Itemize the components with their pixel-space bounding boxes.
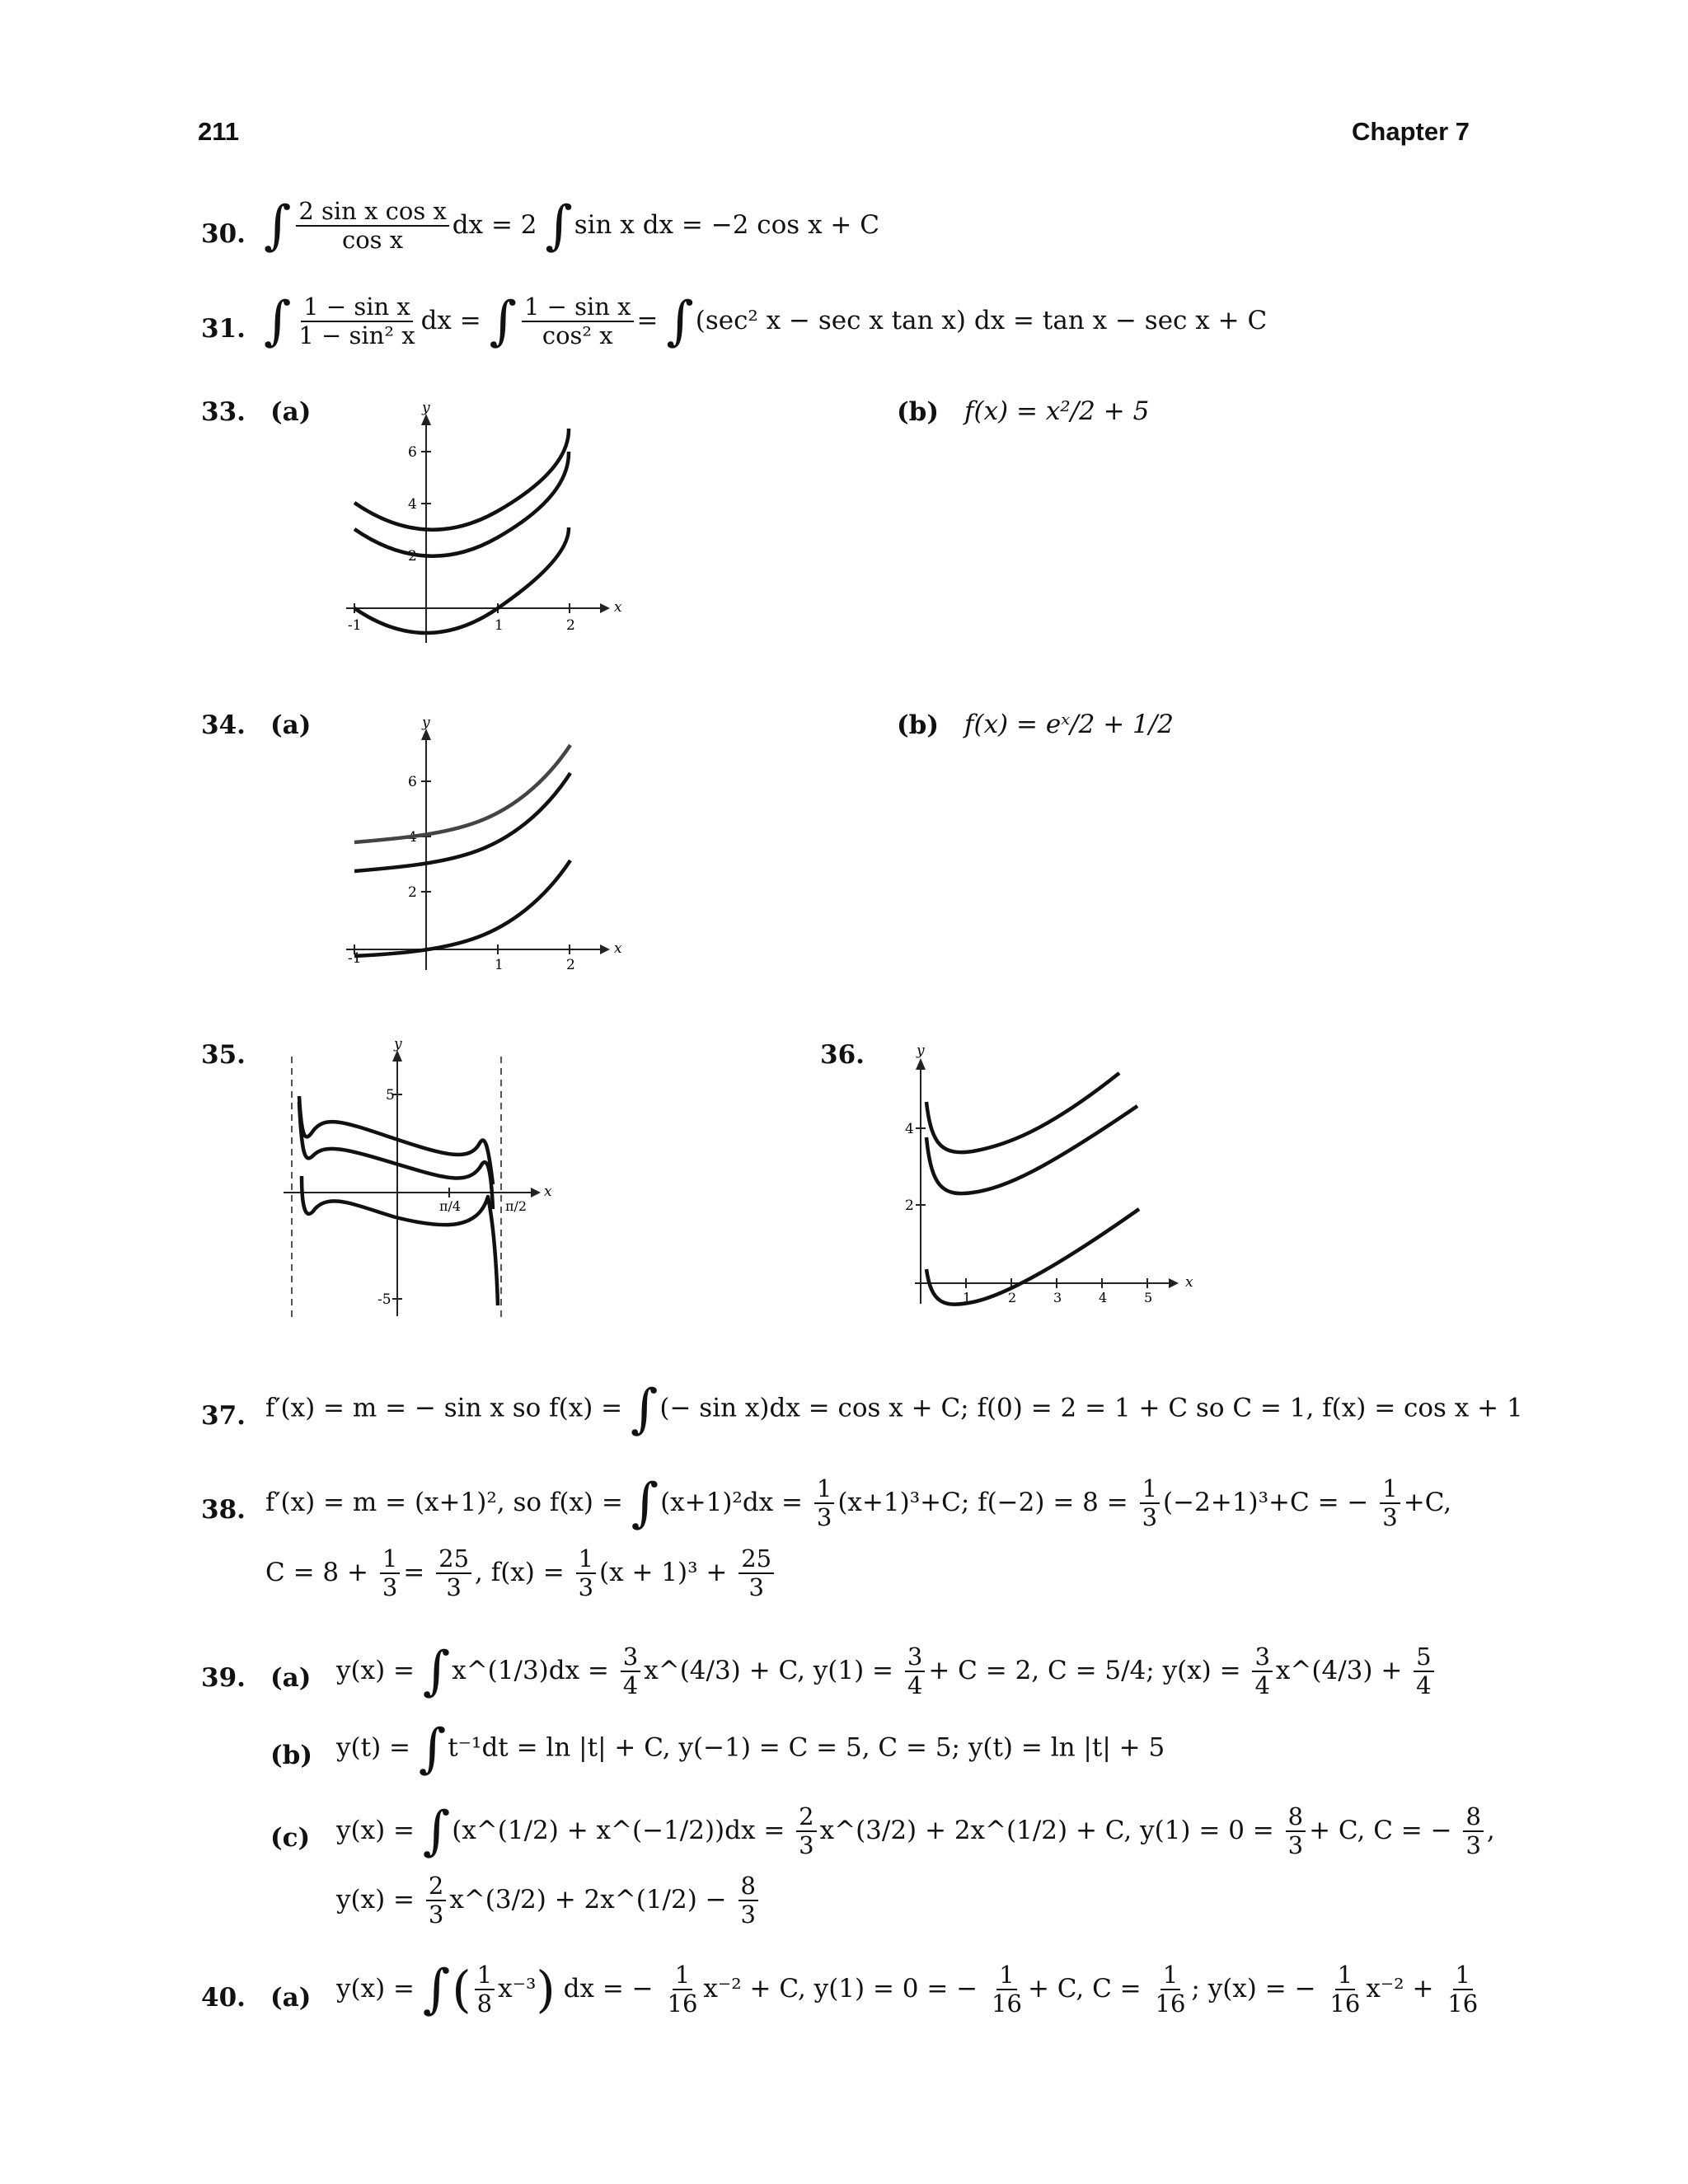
fraction-denominator: 16 [1155,1990,1186,2018]
equation-part: , [1486,1815,1495,1845]
problem-37-equation [265,1379,1523,1440]
curve-upper [299,1096,493,1184]
x-tick-label: 1 [495,617,504,634]
equation-part: (x+1)³+C; f(−2) = 8 = [837,1487,1128,1517]
problem-38-line-2 [265,1545,777,1602]
problem-34-answer-b: f(x) = eˣ/2 + 1/2 [964,710,1174,739]
y-tick-label: 4 [905,1121,914,1137]
fraction-denominator: 3 [799,1831,814,1860]
integral-sign: ∫ [545,195,573,257]
curve-upper [926,1073,1119,1152]
y-axis-arrow [916,1058,926,1070]
y-tick-label: 4 [408,829,417,846]
fraction-numerator: 25 [436,1545,471,1574]
fraction-numerator: 1 [673,1961,692,1990]
problem-39-a-equation [336,1641,1437,1703]
fraction-numerator: 1 [1380,1475,1400,1504]
curve-c-minus-half [354,527,569,633]
y-tick-label: 2 [905,1197,914,1214]
fraction-numerator: 1 [1453,1961,1473,1990]
fraction-denominator: 4 [907,1671,923,1700]
x-tick-label: 2 [566,617,575,634]
fraction-numerator: 1 [996,1961,1016,1990]
equation-part: x^(4/3) + C, y(1) = [644,1655,894,1685]
problem-37-number: 37. [201,1401,246,1431]
fraction-denominator: 3 [382,1573,398,1602]
equation-part: + C = 2, C = 5/4; y(x) = [928,1655,1241,1685]
integral-sign: ∫ [631,1473,659,1535]
fraction-denominator: 4 [1254,1671,1270,1700]
fraction-denominator: 3 [1142,1503,1158,1532]
x-tick-label: 4 [1099,1290,1108,1305]
x-tick-label: -1 [348,950,362,967]
x-axis-arrow [600,603,610,613]
page-number: 211 [198,117,240,146]
problem-30-number: 30. [201,219,246,249]
equation-part: (x+1)²dx = [660,1487,804,1517]
integral-sign: ∫ [489,291,517,353]
integral-sign: ∫ [264,291,292,353]
equation-part: (x^(1/2) + x^(−1/2))dx = [452,1815,785,1845]
curve-c-plus-5 [354,429,569,530]
fraction-numerator: 2 [796,1803,816,1832]
fraction-numerator: 25 [738,1545,774,1574]
fraction-denominator: 3 [1382,1503,1398,1532]
equation-part: x^(3/2) + 2x^(1/2) − [449,1884,727,1915]
problem-35-number: 35. [201,1040,246,1070]
y-tick-label: 2 [408,548,417,565]
graph-35 [272,1040,569,1320]
y-tick-label: 6 [408,444,417,461]
y-axis-label: y [394,1040,402,1052]
equation-part: +C, [1403,1487,1452,1517]
y-axis-label: y [422,715,430,731]
equation-part: y(x) = [336,1815,415,1845]
equation-part: dx = [420,305,481,335]
problem-30-equation [264,195,879,257]
equation-part: x^(1/3)dx = [452,1655,609,1685]
equation-part: dx = 2 [452,209,537,240]
problem-33-answer-b: f(x) = x²/2 + 5 [964,396,1150,426]
integral-sign: ∫ [422,1959,451,2021]
fraction-denominator: 3 [748,1573,764,1602]
graph-33 [330,396,643,659]
fraction-numerator: 1 [814,1475,834,1504]
problem-39-b-equation [336,1718,1165,1779]
equation-part: f′(x) = m = − sin x so f(x) = [265,1393,623,1423]
fraction-denominator: 16 [667,1990,698,2018]
fraction-numerator: 1 [1160,1961,1180,1990]
x-tick-label: π/2 [505,1198,528,1214]
problem-34-part-b: (b) [897,710,940,740]
x-tick-label: 5 [1144,1290,1153,1305]
equation-part: ; y(x) = − [1191,1973,1316,2004]
y-tick-label: 2 [408,884,417,901]
fraction-denominator: 3 [446,1573,462,1602]
y-tick-label: 6 [408,774,417,790]
equation-part: x^(3/2) + 2x^(1/2) + C, y(1) = 0 = [819,1815,1274,1845]
x-tick-label: π/4 [439,1198,462,1214]
equation-part: dx = − [563,1973,654,2004]
integral-sign: ∫ [418,1718,447,1779]
problem-40-a-equation [336,1959,1484,2021]
x-axis-label: x [544,1183,552,1200]
integral-sign: ∫ [422,1641,451,1703]
fraction-denominator: cos x [341,226,404,255]
fraction-numerator: 3 [621,1643,640,1672]
problem-34-number: 34. [201,710,246,740]
fraction-denominator: 16 [1329,1990,1361,2018]
fraction-denominator: 3 [428,1900,444,1929]
y-tick-label: 5 [386,1087,395,1104]
fraction-numerator: 1 [380,1545,400,1574]
problem-40-part-a: (a) [270,1983,312,2013]
fraction-denominator: 3 [1465,1831,1481,1860]
curve-upper [354,745,570,842]
problem-33-part-a: (a) [270,397,312,427]
fraction-denominator: 3 [816,1503,832,1532]
x-axis-arrow [600,944,610,954]
x-axis-label: x [1185,1274,1193,1291]
fraction-denominator: 3 [740,1900,756,1929]
x-tick-label: -1 [348,617,362,634]
equation-part: y(x) = [336,1655,415,1685]
equation-part: x⁻² + C, y(1) = 0 = − [703,1973,978,2004]
fraction-numerator: 1 − sin x [522,293,634,322]
y-tick-label: -5 [377,1291,392,1308]
equation-part: (x + 1)³ + [599,1557,728,1587]
fraction-numerator: 8 [1463,1803,1483,1832]
fraction-numerator: 8 [738,1872,758,1901]
x-tick-label: 3 [1053,1290,1062,1305]
problem-31-equation [264,291,1268,353]
fraction-denominator: 8 [476,1990,493,2018]
fraction-numerator: 1 [1335,1961,1355,1990]
x-axis-label: x [614,940,622,957]
fraction-denominator: 3 [578,1573,594,1602]
equation-part: = [636,305,659,335]
curve-middle [354,773,570,871]
curve-lower [354,860,570,956]
fraction-numerator: 1 [1140,1475,1160,1504]
y-axis-label: y [917,1043,925,1059]
equation-part: y(x) = [336,1973,415,2004]
equation-part: x⁻² + [1366,1973,1434,2004]
integral-sign: ∫ [666,291,694,353]
problem-39-part-b: (b) [270,1741,313,1770]
fraction-denominator: 4 [1416,1671,1432,1700]
problem-33-number: 33. [201,397,246,427]
x-axis-arrow [1169,1278,1179,1288]
curve-middle [926,1106,1137,1193]
equation-part: = [403,1557,425,1587]
problem-39-c-line-2 [336,1872,762,1929]
fraction-numerator: 5 [1414,1643,1433,1672]
fraction-numerator: 8 [1286,1803,1306,1832]
problem-39-c-equation [336,1801,1495,1863]
fraction-numerator: 2 sin x cos x [296,198,448,227]
fraction-numerator: 1 [475,1961,495,1990]
fraction-denominator: 16 [992,1990,1022,2018]
equation-part: sin x dx = −2 cos x + C [574,209,879,240]
fraction-denominator: 4 [622,1671,639,1700]
equation-part: x⁻³ [498,1973,537,2004]
problem-38-line-1 [265,1473,1452,1535]
curve-lower [926,1209,1139,1305]
chapter-title: Chapter 7 [1352,117,1470,146]
integral-sign: ∫ [631,1379,659,1440]
problem-38-number: 38. [201,1495,246,1525]
equation-part: y(x) = [336,1884,415,1915]
equation-part: (sec² x − sec x tan x) dx = tan x − sec x + C [695,305,1268,335]
equation-part: y(t) = [336,1732,410,1763]
fraction-numerator: 3 [905,1643,925,1672]
problem-31-number: 31. [201,314,246,344]
curve-c-plus-4 [354,452,569,556]
problem-40-number: 40. [201,1983,246,2013]
x-axis-arrow [531,1188,541,1197]
equation-part: C = 8 + [265,1557,368,1587]
y-tick-label: 4 [408,496,417,513]
problem-39-number: 39. [201,1663,246,1693]
graph-36 [898,1040,1212,1312]
integral-sign: ∫ [264,195,292,257]
x-tick-label: 1 [495,957,504,973]
graph-34 [330,710,643,974]
problem-39-part-c: (c) [270,1823,311,1853]
y-axis-label: y [422,400,430,416]
equation-part: (−2+1)³+C = − [1163,1487,1369,1517]
fraction-denominator: cos² x [542,321,613,350]
fraction-denominator: 3 [1287,1831,1304,1860]
curve-lower [302,1176,498,1305]
x-tick-label: 2 [1008,1290,1017,1305]
fraction-numerator: 1 [576,1545,596,1574]
problem-34-part-a: (a) [270,710,312,740]
fraction-denominator: 16 [1447,1990,1479,2018]
x-tick-label: 1 [963,1290,972,1305]
x-tick-label: 2 [566,957,575,973]
equation-part: + C, C = − [1309,1815,1452,1845]
equation-part: f′(x) = m = (x+1)², so f(x) = [265,1487,623,1517]
integral-sign: ∫ [422,1801,451,1863]
fraction-numerator: 3 [1252,1643,1272,1672]
fraction-numerator: 2 [426,1872,446,1901]
problem-36-number: 36. [820,1040,865,1070]
left-paren: ( [452,1961,471,2019]
equation-part: , f(x) = [475,1557,565,1587]
fraction-numerator: 1 − sin x [301,293,413,322]
x-axis-label: x [614,599,622,616]
problem-39-part-a: (a) [270,1663,312,1693]
equation-part: t⁻¹dt = ln |t| + C, y(−1) = C = 5, C = 5; y(t) = ln |t| + 5 [448,1732,1165,1763]
equation-part: (− sin x)dx = cos x + C; f(0) = 2 = 1 + C so C = 1, f(x) = cos x + 1 [659,1393,1523,1423]
fraction-denominator: 1 − sin² x [298,321,415,350]
right-paren: ) [536,1961,556,2019]
problem-33-part-b: (b) [897,397,940,427]
equation-part: + C, C = [1027,1973,1142,2004]
equation-part: x^(4/3) + [1275,1655,1403,1685]
